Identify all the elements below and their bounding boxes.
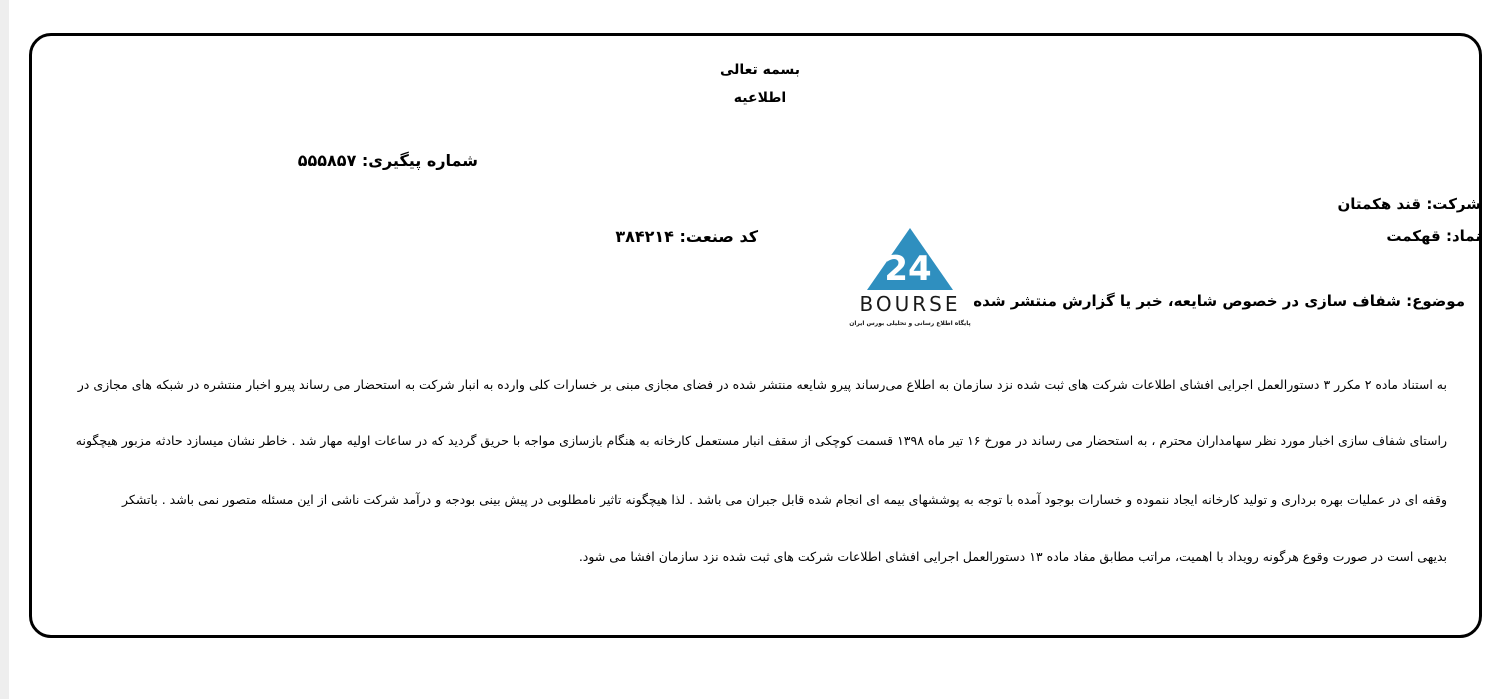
body-line-3: وقفه ای در عملیات بهره برداری و تولید کارخانه ایجاد ننموده و خسارات بوجود آمده با توجه به پوششهای بیمه ای انجام شده قابل جبران می باشد . لذا هیچگونه تاثیر نامطلوبی در پیش بینی بودجه و درآمد شرکت ناشی از این مسئله متصور نمی باشد . باتشکر bbox=[122, 492, 1447, 507]
company-value: قند هکمتان bbox=[1337, 195, 1422, 213]
body-line-4: بدیهی است در صورت وقوع هرگونه رویداد با اهمیت، مراتب مطابق مفاد ماده ۱۳ دستورالعمل اجرایی افشای اطلاعات شرکت های ثبت شده نزد سازمان افشا می شود. bbox=[578, 549, 1447, 564]
subject-row bbox=[973, 292, 1465, 310]
tracking-label: شماره پیگیری: bbox=[361, 151, 478, 170]
industry-code-row bbox=[615, 227, 758, 246]
industry-label: کد صنعت: bbox=[679, 227, 758, 246]
tracking-number bbox=[298, 151, 478, 170]
subject-label: موضوع: bbox=[1406, 292, 1465, 310]
company-label: شرکت: bbox=[1426, 195, 1481, 213]
tracking-value: ۵۵۵۸۵۷ bbox=[297, 151, 357, 170]
symbol-label: نماد: bbox=[1445, 227, 1481, 245]
symbol-row bbox=[1386, 227, 1481, 245]
company-row bbox=[1338, 195, 1482, 213]
notice-title: اطلاعیه bbox=[733, 90, 787, 106]
logo-wordmark: BOURSE bbox=[859, 292, 961, 316]
basmala-heading: بسمه تعالی bbox=[719, 62, 801, 78]
subject-value: شفاف سازی در خصوص شایعه، خبر یا گزارش منتشر شده bbox=[973, 292, 1401, 310]
body-line-2: راستای شفاف سازی اخبار مورد نظر سهامداران محترم ، به استحضار می رساند در مورخ ۱۶ تیر ماه ۱۳۹۸ قسمت کوچکی از سقف انبار مستعمل کارخانه به هنگام بازسازی مواجه با حریق گردید که در ساعات اولیه مهار شد . خاطر نشان میسازد حادثه مزبور هیچگونه bbox=[75, 433, 1447, 448]
industry-value: ۳۸۴۲۱۴ bbox=[615, 227, 674, 246]
announcement-frame bbox=[29, 33, 1482, 638]
bourse24-logo bbox=[845, 212, 975, 332]
logo-numerals: 24 bbox=[884, 249, 932, 289]
body-line-1: به استناد ماده ۲ مکرر ۳ دستورالعمل اجرایی افشای اطلاعات شرکت های ثبت شده نزد سازمان به اطلاع می‌رساند پیرو شایعه منتشر شده در فضای مجازی مبنی بر خسارات کلی وارده به انبار شرکت به استحضار می رساند پیرو اخبار منتشره در شبکه های مجازی در bbox=[77, 377, 1447, 392]
logo-tagline: پایگاه اطلاع رسانی و تحلیلی بورس ایران bbox=[849, 320, 971, 327]
left-scroll-strip bbox=[0, 0, 9, 699]
symbol-value: قهکمت bbox=[1386, 227, 1441, 245]
